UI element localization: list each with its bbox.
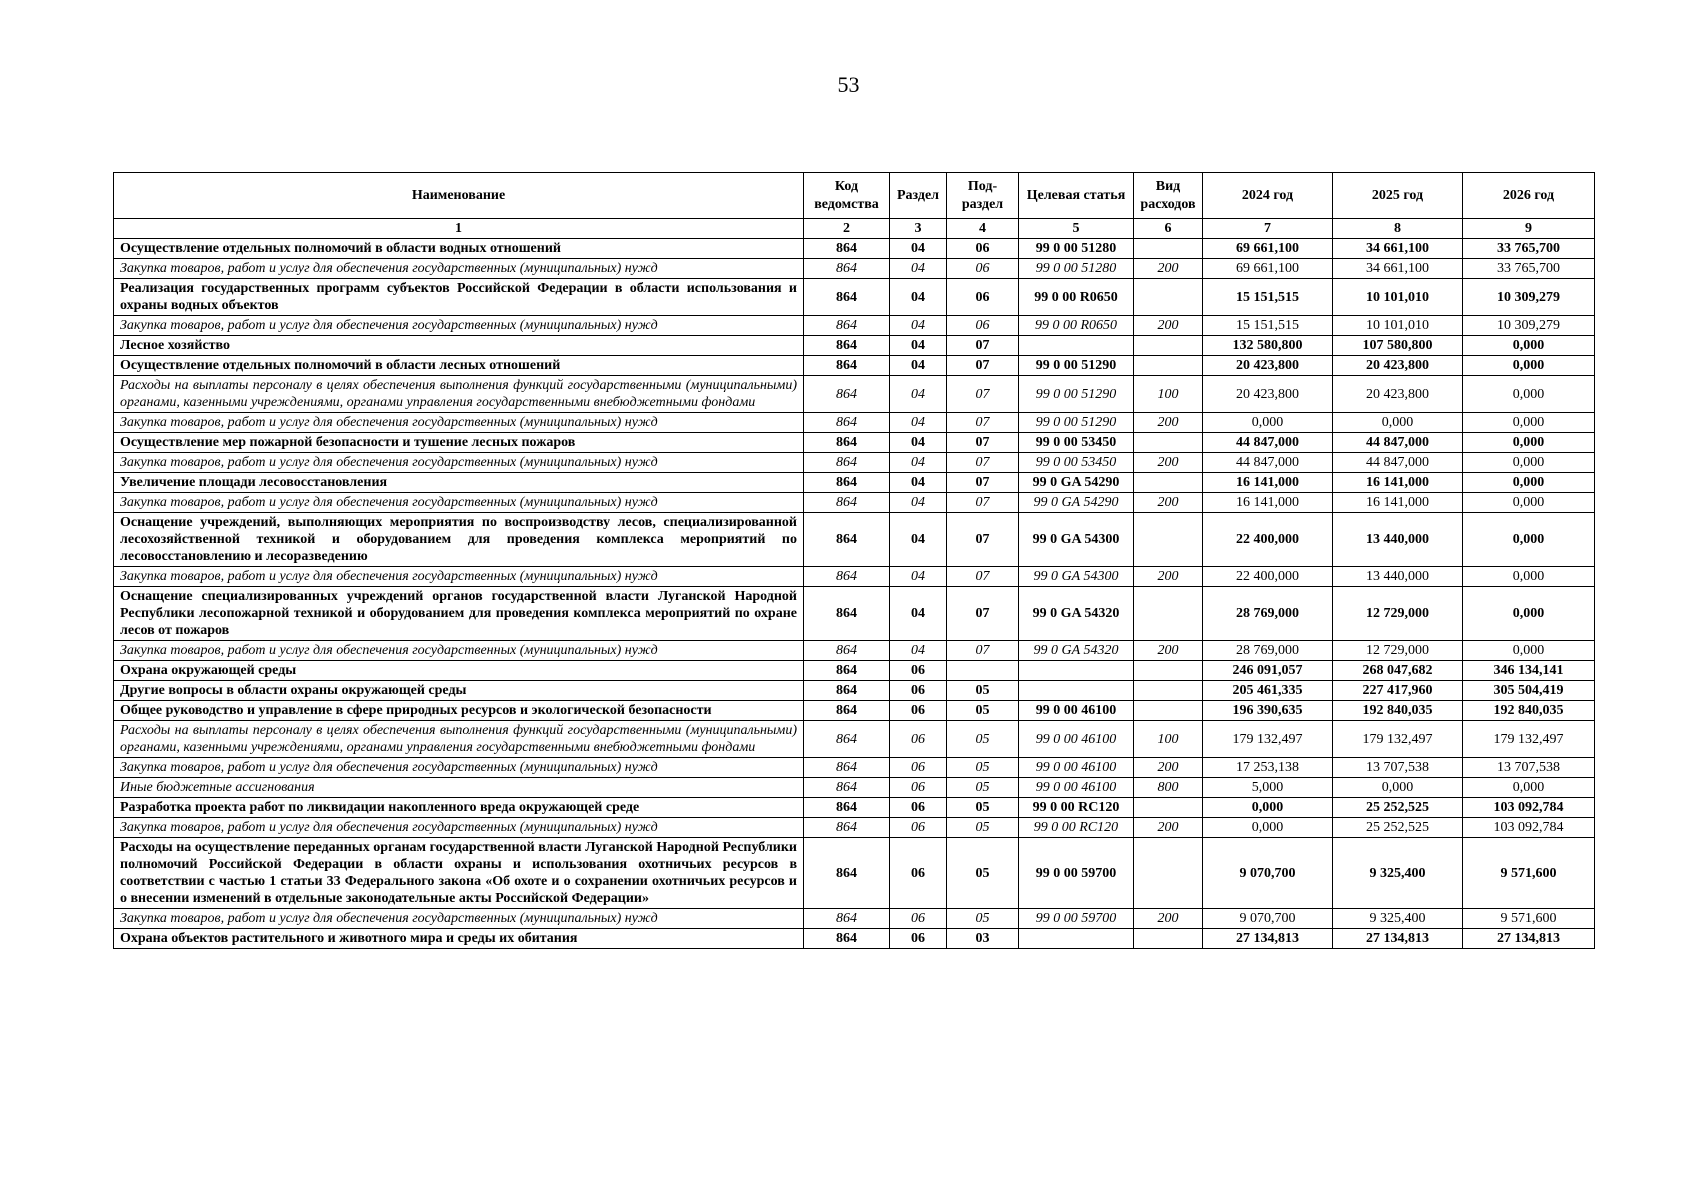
row-target-article: 99 0 00 46100 <box>1019 721 1134 758</box>
row-podrazdel: 07 <box>947 567 1019 587</box>
header-razdel: Раздел <box>890 173 947 219</box>
row-name: Иные бюджетные ассигнования <box>114 778 804 798</box>
table-row <box>114 493 1595 513</box>
row-podrazdel: 06 <box>947 279 1019 316</box>
row-amount-2025: 44 847,000 <box>1333 453 1463 473</box>
row-ved: 864 <box>804 356 890 376</box>
row-name: Расходы на осуществление переданных органам государственной власти Луганской Народной Республики полномочий Российской Федерации в области охраны и использования охотничьих ресурсов в соответствии с частью 1 статьи 33 Федерального закона «Об охоте и о сохранении охотничьих ресурсов и о внесении изменений в отдельные законодательные акты Российской Федерации» <box>114 838 804 909</box>
row-amount-2024: 27 134,813 <box>1203 929 1333 949</box>
row-razdel: 04 <box>890 336 947 356</box>
row-podrazdel: 05 <box>947 721 1019 758</box>
row-target-article: 99 0 GA 54290 <box>1019 473 1134 493</box>
row-razdel: 04 <box>890 453 947 473</box>
row-amount-2024: 9 070,700 <box>1203 909 1333 929</box>
row-razdel: 04 <box>890 259 947 279</box>
row-ved: 864 <box>804 929 890 949</box>
table-row <box>114 473 1595 493</box>
row-target-article: 99 0 00 59700 <box>1019 909 1134 929</box>
row-expense-type: 100 <box>1134 721 1203 758</box>
table-row <box>114 909 1595 929</box>
table-row <box>114 641 1595 661</box>
row-expense-type: 200 <box>1134 909 1203 929</box>
row-name: Лесное хозяйство <box>114 336 804 356</box>
row-ved: 864 <box>804 413 890 433</box>
row-ved: 864 <box>804 473 890 493</box>
table-row <box>114 758 1595 778</box>
row-name: Закупка товаров, работ и услуг для обеспечения государственных (муниципальных) нужд <box>114 567 804 587</box>
row-amount-2025: 0,000 <box>1333 413 1463 433</box>
row-amount-2026: 0,000 <box>1463 433 1595 453</box>
row-amount-2025: 34 661,100 <box>1333 259 1463 279</box>
row-podrazdel <box>947 661 1019 681</box>
row-name: Оснащение специализированных учреждений органов государственной власти Луганской Народной Республики лесопожарной техникой и оборудованием для проведения комплекса мероприятий по охране лесов от пожаров <box>114 587 804 641</box>
row-amount-2025: 44 847,000 <box>1333 433 1463 453</box>
row-amount-2026: 103 092,784 <box>1463 818 1595 838</box>
row-podrazdel: 03 <box>947 929 1019 949</box>
row-target-article <box>1019 681 1134 701</box>
row-razdel: 04 <box>890 239 947 259</box>
row-name: Общее руководство и управление в сфере природных ресурсов и экологической безопасности <box>114 701 804 721</box>
row-razdel: 04 <box>890 493 947 513</box>
row-expense-type: 200 <box>1134 413 1203 433</box>
row-expense-type: 200 <box>1134 316 1203 336</box>
row-amount-2026: 0,000 <box>1463 778 1595 798</box>
row-ved: 864 <box>804 661 890 681</box>
row-ved: 864 <box>804 701 890 721</box>
row-razdel: 06 <box>890 681 947 701</box>
column-numbers-row <box>114 219 1595 239</box>
row-podrazdel: 05 <box>947 681 1019 701</box>
row-razdel: 04 <box>890 433 947 453</box>
row-name: Закупка товаров, работ и услуг для обеспечения государственных (муниципальных) нужд <box>114 641 804 661</box>
row-ved: 864 <box>804 376 890 413</box>
row-target-article: 99 0 GA 54300 <box>1019 567 1134 587</box>
row-razdel: 04 <box>890 587 947 641</box>
row-target-article: 99 0 00 R0650 <box>1019 316 1134 336</box>
row-ved: 864 <box>804 587 890 641</box>
row-razdel: 06 <box>890 818 947 838</box>
row-target-article: 99 0 00 RC120 <box>1019 798 1134 818</box>
row-expense-type: 200 <box>1134 567 1203 587</box>
row-expense-type <box>1134 929 1203 949</box>
row-podrazdel: 07 <box>947 453 1019 473</box>
row-amount-2024: 16 141,000 <box>1203 473 1333 493</box>
row-amount-2024: 17 253,138 <box>1203 758 1333 778</box>
budget-table <box>113 172 1595 949</box>
row-amount-2024: 22 400,000 <box>1203 513 1333 567</box>
row-podrazdel: 07 <box>947 336 1019 356</box>
row-amount-2026: 0,000 <box>1463 376 1595 413</box>
row-razdel: 06 <box>890 838 947 909</box>
row-amount-2026: 346 134,141 <box>1463 661 1595 681</box>
row-amount-2026: 10 309,279 <box>1463 279 1595 316</box>
row-name: Охрана окружающей среды <box>114 661 804 681</box>
row-expense-type <box>1134 701 1203 721</box>
row-name: Охрана объектов растительного и животного мира и среды их обитания <box>114 929 804 949</box>
row-target-article <box>1019 929 1134 949</box>
row-amount-2025: 227 417,960 <box>1333 681 1463 701</box>
row-expense-type <box>1134 661 1203 681</box>
header-row <box>114 173 1595 219</box>
row-amount-2025: 13 440,000 <box>1333 513 1463 567</box>
row-target-article: 99 0 GA 54320 <box>1019 587 1134 641</box>
row-ved: 864 <box>804 493 890 513</box>
row-name: Закупка товаров, работ и услуг для обеспечения государственных (муниципальных) нужд <box>114 909 804 929</box>
row-target-article: 99 0 00 59700 <box>1019 838 1134 909</box>
row-razdel: 04 <box>890 641 947 661</box>
row-amount-2026: 0,000 <box>1463 356 1595 376</box>
row-podrazdel: 07 <box>947 433 1019 453</box>
column-number: 6 <box>1134 219 1203 239</box>
row-podrazdel: 07 <box>947 376 1019 413</box>
row-ved: 864 <box>804 758 890 778</box>
row-expense-type <box>1134 798 1203 818</box>
row-target-article: 99 0 GA 54300 <box>1019 513 1134 567</box>
row-amount-2024: 0,000 <box>1203 413 1333 433</box>
row-amount-2024: 16 141,000 <box>1203 493 1333 513</box>
row-name: Расходы на выплаты персоналу в целях обеспечения выполнения функций государственными (муниципальными) органами, казенными учреждениями, органами управления государственными внебюджетными фондами <box>114 376 804 413</box>
row-razdel: 04 <box>890 356 947 376</box>
row-expense-type: 200 <box>1134 641 1203 661</box>
header-cs: Целевая статья <box>1019 173 1134 219</box>
row-amount-2024: 132 580,800 <box>1203 336 1333 356</box>
row-ved: 864 <box>804 316 890 336</box>
row-amount-2026: 27 134,813 <box>1463 929 1595 949</box>
row-amount-2024: 15 151,515 <box>1203 316 1333 336</box>
header-2024: 2024 год <box>1203 173 1333 219</box>
row-amount-2025: 13 707,538 <box>1333 758 1463 778</box>
row-ved: 864 <box>804 721 890 758</box>
row-amount-2026: 305 504,419 <box>1463 681 1595 701</box>
row-podrazdel: 06 <box>947 239 1019 259</box>
row-amount-2026: 9 571,600 <box>1463 838 1595 909</box>
row-amount-2024: 22 400,000 <box>1203 567 1333 587</box>
page-number: 53 <box>837 72 860 97</box>
table-row <box>114 259 1595 279</box>
row-amount-2024: 9 070,700 <box>1203 838 1333 909</box>
row-expense-type <box>1134 473 1203 493</box>
row-name: Реализация государственных программ субъектов Российской Федерации в области использования и охраны водных объектов <box>114 279 804 316</box>
row-name: Закупка товаров, работ и услуг для обеспечения государственных (муниципальных) нужд <box>114 493 804 513</box>
row-name: Осуществление отдельных полномочий в области водных отношений <box>114 239 804 259</box>
row-expense-type <box>1134 336 1203 356</box>
row-target-article: 99 0 00 51280 <box>1019 239 1134 259</box>
header-podrazdel: Под-раздел <box>947 173 1019 219</box>
row-amount-2026: 0,000 <box>1463 453 1595 473</box>
table-row <box>114 701 1595 721</box>
table-row <box>114 336 1595 356</box>
row-expense-type: 200 <box>1134 758 1203 778</box>
row-expense-type: 200 <box>1134 453 1203 473</box>
row-razdel: 04 <box>890 473 947 493</box>
row-name: Закупка товаров, работ и услуг для обеспечения государственных (муниципальных) нужд <box>114 413 804 433</box>
row-amount-2026: 0,000 <box>1463 493 1595 513</box>
column-number: 4 <box>947 219 1019 239</box>
row-amount-2025: 20 423,800 <box>1333 376 1463 413</box>
row-razdel: 06 <box>890 721 947 758</box>
row-amount-2026: 13 707,538 <box>1463 758 1595 778</box>
row-target-article: 99 0 00 R0650 <box>1019 279 1134 316</box>
row-target-article: 99 0 GA 54290 <box>1019 493 1134 513</box>
row-expense-type: 800 <box>1134 778 1203 798</box>
row-target-article: 99 0 GA 54320 <box>1019 641 1134 661</box>
row-razdel: 04 <box>890 413 947 433</box>
row-podrazdel: 07 <box>947 587 1019 641</box>
row-ved: 864 <box>804 513 890 567</box>
row-amount-2025: 16 141,000 <box>1333 473 1463 493</box>
column-number: 9 <box>1463 219 1595 239</box>
row-target-article: 99 0 00 53450 <box>1019 453 1134 473</box>
row-podrazdel: 07 <box>947 356 1019 376</box>
row-amount-2026: 103 092,784 <box>1463 798 1595 818</box>
row-amount-2024: 179 132,497 <box>1203 721 1333 758</box>
column-number: 1 <box>114 219 804 239</box>
row-ved: 864 <box>804 818 890 838</box>
row-amount-2025: 20 423,800 <box>1333 356 1463 376</box>
row-amount-2026: 0,000 <box>1463 641 1595 661</box>
row-expense-type <box>1134 239 1203 259</box>
row-podrazdel: 07 <box>947 641 1019 661</box>
row-ved: 864 <box>804 778 890 798</box>
row-amount-2025: 25 252,525 <box>1333 818 1463 838</box>
header-2026: 2026 год <box>1463 173 1595 219</box>
row-amount-2024: 28 769,000 <box>1203 587 1333 641</box>
table-row <box>114 356 1595 376</box>
row-amount-2026: 33 765,700 <box>1463 239 1595 259</box>
row-amount-2024: 15 151,515 <box>1203 279 1333 316</box>
row-amount-2026: 179 132,497 <box>1463 721 1595 758</box>
row-amount-2024: 196 390,635 <box>1203 701 1333 721</box>
row-amount-2025: 25 252,525 <box>1333 798 1463 818</box>
row-amount-2024: 246 091,057 <box>1203 661 1333 681</box>
row-amount-2026: 0,000 <box>1463 473 1595 493</box>
table-row <box>114 279 1595 316</box>
row-amount-2024: 44 847,000 <box>1203 453 1333 473</box>
row-ved: 864 <box>804 641 890 661</box>
row-name: Закупка товаров, работ и услуг для обеспечения государственных (муниципальных) нужд <box>114 316 804 336</box>
row-name: Осуществление отдельных полномочий в области лесных отношений <box>114 356 804 376</box>
row-expense-type: 200 <box>1134 493 1203 513</box>
row-amount-2025: 179 132,497 <box>1333 721 1463 758</box>
row-amount-2025: 12 729,000 <box>1333 641 1463 661</box>
row-name: Оснащение учреждений, выполняющих мероприятия по воспроизводству лесов, специализированной лесохозяйственной техникой и оборудованием для проведения комплекса мероприятий по лесовосстановлению и лесоразведению <box>114 513 804 567</box>
row-amount-2024: 44 847,000 <box>1203 433 1333 453</box>
row-amount-2026: 0,000 <box>1463 567 1595 587</box>
row-target-article: 99 0 00 46100 <box>1019 758 1134 778</box>
row-podrazdel: 07 <box>947 493 1019 513</box>
row-amount-2025: 268 047,682 <box>1333 661 1463 681</box>
row-expense-type <box>1134 356 1203 376</box>
header-2025: 2025 год <box>1333 173 1463 219</box>
row-target-article: 99 0 00 51280 <box>1019 259 1134 279</box>
row-amount-2024: 205 461,335 <box>1203 681 1333 701</box>
column-number: 3 <box>890 219 947 239</box>
row-expense-type: 200 <box>1134 259 1203 279</box>
row-podrazdel: 07 <box>947 473 1019 493</box>
row-target-article: 99 0 00 51290 <box>1019 376 1134 413</box>
row-target-article: 99 0 00 51290 <box>1019 356 1134 376</box>
row-amount-2025: 13 440,000 <box>1333 567 1463 587</box>
header-vr: Вид расходов <box>1134 173 1203 219</box>
row-name: Расходы на выплаты персоналу в целях обеспечения выполнения функций государственными (муниципальными) органами, казенными учреждениями, органами управления государственными внебюджетными фондами <box>114 721 804 758</box>
row-target-article: 99 0 00 53450 <box>1019 433 1134 453</box>
row-podrazdel: 05 <box>947 701 1019 721</box>
row-ved: 864 <box>804 279 890 316</box>
row-target-article: 99 0 00 RC120 <box>1019 818 1134 838</box>
table-row <box>114 316 1595 336</box>
row-razdel: 04 <box>890 316 947 336</box>
column-number: 2 <box>804 219 890 239</box>
row-name: Разработка проекта работ по ликвидации накопленного вреда окружающей среде <box>114 798 804 818</box>
table-row <box>114 413 1595 433</box>
row-amount-2025: 9 325,400 <box>1333 909 1463 929</box>
row-ved: 864 <box>804 838 890 909</box>
table-row <box>114 239 1595 259</box>
row-expense-type <box>1134 433 1203 453</box>
column-number: 7 <box>1203 219 1333 239</box>
column-number: 5 <box>1019 219 1134 239</box>
row-amount-2024: 5,000 <box>1203 778 1333 798</box>
row-expense-type <box>1134 513 1203 567</box>
row-amount-2026: 9 571,600 <box>1463 909 1595 929</box>
row-amount-2025: 0,000 <box>1333 778 1463 798</box>
row-razdel: 04 <box>890 279 947 316</box>
table-row <box>114 587 1595 641</box>
header-name: Наименование <box>114 173 804 219</box>
row-amount-2024: 20 423,800 <box>1203 376 1333 413</box>
row-expense-type: 200 <box>1134 818 1203 838</box>
row-ved: 864 <box>804 336 890 356</box>
row-amount-2025: 10 101,010 <box>1333 316 1463 336</box>
row-name: Закупка товаров, работ и услуг для обеспечения государственных (муниципальных) нужд <box>114 259 804 279</box>
table-row <box>114 838 1595 909</box>
row-target-article: 99 0 00 51290 <box>1019 413 1134 433</box>
row-ved: 864 <box>804 681 890 701</box>
row-amount-2026: 33 765,700 <box>1463 259 1595 279</box>
table-row <box>114 567 1595 587</box>
table-row <box>114 778 1595 798</box>
row-podrazdel: 05 <box>947 838 1019 909</box>
header-ved: Код ведомства <box>804 173 890 219</box>
table-row <box>114 818 1595 838</box>
row-amount-2024: 0,000 <box>1203 818 1333 838</box>
row-name: Увеличение площади лесовосстановления <box>114 473 804 493</box>
row-amount-2025: 27 134,813 <box>1333 929 1463 949</box>
row-amount-2025: 10 101,010 <box>1333 279 1463 316</box>
row-name: Другие вопросы в области охраны окружающей среды <box>114 681 804 701</box>
table-row <box>114 513 1595 567</box>
row-target-article: 99 0 00 46100 <box>1019 778 1134 798</box>
row-razdel: 06 <box>890 758 947 778</box>
row-amount-2026: 0,000 <box>1463 413 1595 433</box>
row-expense-type <box>1134 587 1203 641</box>
row-podrazdel: 05 <box>947 798 1019 818</box>
row-amount-2024: 28 769,000 <box>1203 641 1333 661</box>
row-amount-2024: 69 661,100 <box>1203 239 1333 259</box>
row-amount-2026: 192 840,035 <box>1463 701 1595 721</box>
row-podrazdel: 05 <box>947 818 1019 838</box>
table-row <box>114 681 1595 701</box>
row-ved: 864 <box>804 567 890 587</box>
row-amount-2025: 107 580,800 <box>1333 336 1463 356</box>
row-razdel: 06 <box>890 778 947 798</box>
row-amount-2024: 69 661,100 <box>1203 259 1333 279</box>
row-target-article <box>1019 336 1134 356</box>
row-ved: 864 <box>804 239 890 259</box>
table-row <box>114 929 1595 949</box>
row-amount-2025: 9 325,400 <box>1333 838 1463 909</box>
row-expense-type <box>1134 681 1203 701</box>
table-row <box>114 376 1595 413</box>
row-ved: 864 <box>804 433 890 453</box>
row-name: Закупка товаров, работ и услуг для обеспечения государственных (муниципальных) нужд <box>114 453 804 473</box>
row-amount-2025: 16 141,000 <box>1333 493 1463 513</box>
row-amount-2025: 34 661,100 <box>1333 239 1463 259</box>
row-razdel: 04 <box>890 513 947 567</box>
row-razdel: 06 <box>890 661 947 681</box>
row-amount-2024: 20 423,800 <box>1203 356 1333 376</box>
table-row <box>114 453 1595 473</box>
row-podrazdel: 05 <box>947 778 1019 798</box>
row-amount-2026: 0,000 <box>1463 336 1595 356</box>
row-amount-2025: 12 729,000 <box>1333 587 1463 641</box>
row-amount-2026: 0,000 <box>1463 587 1595 641</box>
row-razdel: 06 <box>890 701 947 721</box>
row-expense-type <box>1134 279 1203 316</box>
row-ved: 864 <box>804 798 890 818</box>
row-amount-2025: 192 840,035 <box>1333 701 1463 721</box>
table-row <box>114 798 1595 818</box>
table-row <box>114 433 1595 453</box>
row-expense-type: 100 <box>1134 376 1203 413</box>
row-podrazdel: 05 <box>947 909 1019 929</box>
row-ved: 864 <box>804 259 890 279</box>
row-target-article <box>1019 661 1134 681</box>
row-name: Закупка товаров, работ и услуг для обеспечения государственных (муниципальных) нужд <box>114 758 804 778</box>
row-ved: 864 <box>804 909 890 929</box>
row-razdel: 06 <box>890 929 947 949</box>
row-expense-type <box>1134 838 1203 909</box>
row-razdel: 06 <box>890 798 947 818</box>
row-razdel: 06 <box>890 909 947 929</box>
row-podrazdel: 06 <box>947 316 1019 336</box>
column-number: 8 <box>1333 219 1463 239</box>
table-row <box>114 721 1595 758</box>
row-amount-2026: 10 309,279 <box>1463 316 1595 336</box>
row-razdel: 04 <box>890 376 947 413</box>
row-podrazdel: 06 <box>947 259 1019 279</box>
row-amount-2026: 0,000 <box>1463 513 1595 567</box>
row-podrazdel: 05 <box>947 758 1019 778</box>
row-podrazdel: 07 <box>947 513 1019 567</box>
row-target-article: 99 0 00 46100 <box>1019 701 1134 721</box>
row-amount-2024: 0,000 <box>1203 798 1333 818</box>
row-razdel: 04 <box>890 567 947 587</box>
table-row <box>114 661 1595 681</box>
row-podrazdel: 07 <box>947 413 1019 433</box>
row-ved: 864 <box>804 453 890 473</box>
row-name: Закупка товаров, работ и услуг для обеспечения государственных (муниципальных) нужд <box>114 818 804 838</box>
row-name: Осуществление мер пожарной безопасности и тушение лесных пожаров <box>114 433 804 453</box>
